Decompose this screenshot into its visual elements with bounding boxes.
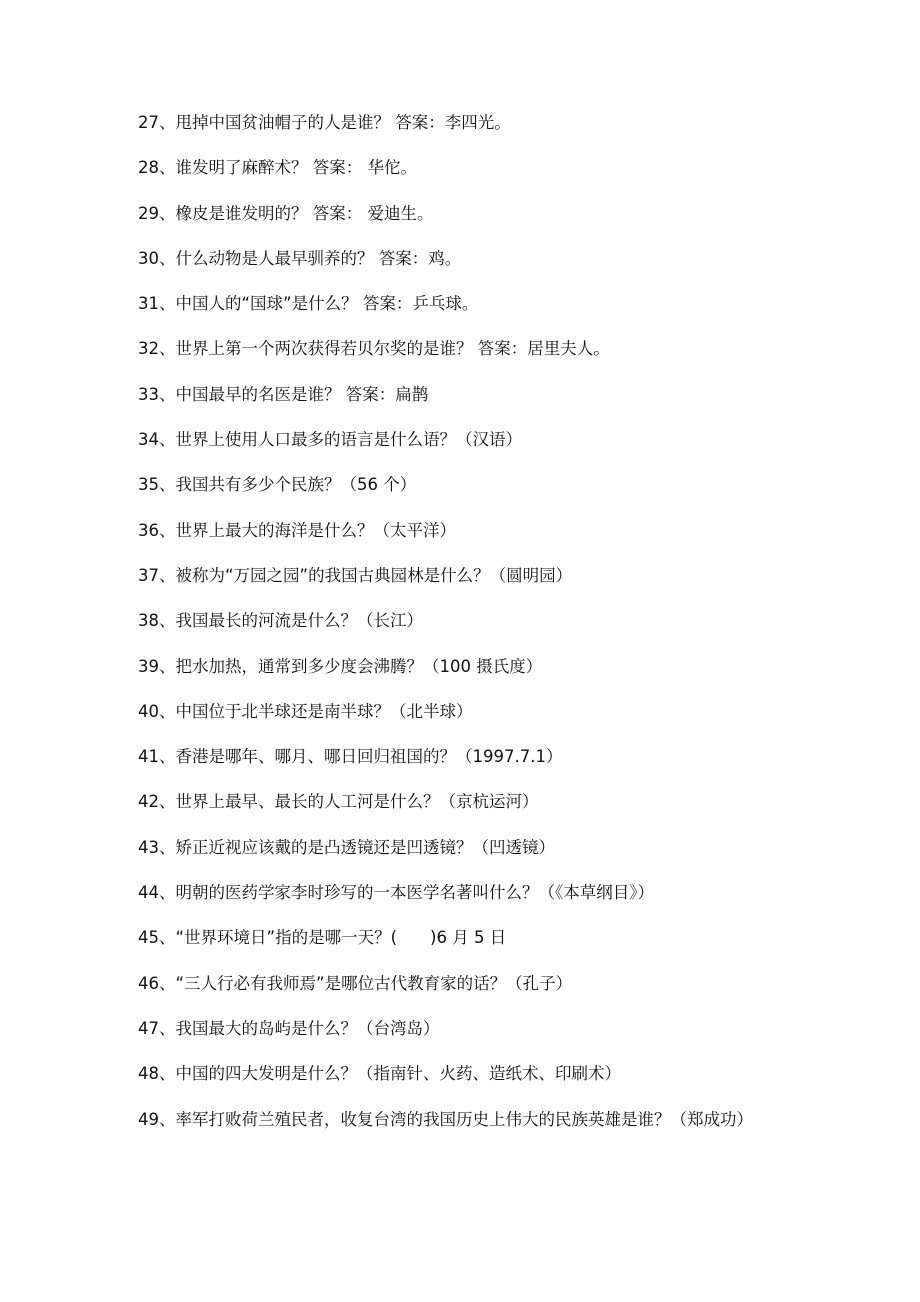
qa-item-42: 42、世界上最早、最长的人工河是什么？（京杭运河）: [138, 792, 539, 812]
qa-item-39: 39、把水加热，通常到多少度会沸腾？（100 摄氏度）: [138, 656, 543, 676]
qa-item-44: 44、明朝的医药学家李时珍写的一本医学名著叫什么？（《本草纲目》）: [138, 883, 654, 903]
qa-item-29: 29、橡皮是谁发明的？ 答案： 爱迪生。: [138, 203, 434, 223]
qa-item-48: 48、中国的四大发明是什么？（指南针、火药、造纸术、印刷术）: [138, 1064, 621, 1084]
qa-item-36: 36、世界上最大的海洋是什么？（太平洋）: [138, 520, 456, 540]
qa-item-41: 41、香港是哪年、哪月、哪日回归祖国的？（1997.7.1）: [138, 747, 563, 767]
qa-item-43: 43、矫正近视应该戴的是凸透镜还是凹透镜？（凹透镜）: [138, 837, 555, 857]
qa-item-32: 32、世界上第一个两次获得若贝尔奖的是谁？ 答案：居里夫人。: [138, 339, 610, 359]
qa-item-30: 30、什么动物是人最早驯养的？ 答案：鸡。: [138, 248, 462, 268]
qa-item-47: 47、我国最大的岛屿是什么？（台湾岛）: [138, 1018, 440, 1038]
qa-item-46: 46、“三人行必有我师焉”是哪位古代教育家的话？（孔子）: [138, 973, 573, 993]
qa-item-38: 38、我国最长的河流是什么？（长江）: [138, 611, 423, 631]
qa-item-35: 35、我国共有多少个民族？（56 个）: [138, 475, 417, 495]
qa-item-49: 49、率军打败荷兰殖民者，收复台湾的我国历史上伟大的民族英雄是谁？（郑成功）: [138, 1109, 753, 1129]
qa-list: [138, 112, 778, 1131]
qa-item-45: 45、“世界环境日”指的是哪一天？( )6 月 5 日: [138, 928, 507, 948]
qa-item-27: 27、甩掉中国贫油帽子的人是谁？ 答案：李四光。: [138, 113, 511, 132]
qa-item-28: 28、谁发明了麻醉术？ 答案： 华佗。: [138, 158, 417, 178]
qa-item-31: 31、中国人的“国球”是什么？ 答案：乒乓球。: [138, 294, 479, 314]
qa-item-40: 40、中国位于北半球还是南半球？（北半球）: [138, 701, 473, 721]
qa-item-37: 37、被称为“万园之园”的我国古典园林是什么？（圆明园）: [138, 565, 573, 585]
qa-item-33: 33、中国最早的名医是谁？ 答案：扁鹊: [138, 384, 429, 404]
qa-item-34: 34、世界上使用人口最多的语言是什么语？（汉语）: [138, 430, 522, 450]
